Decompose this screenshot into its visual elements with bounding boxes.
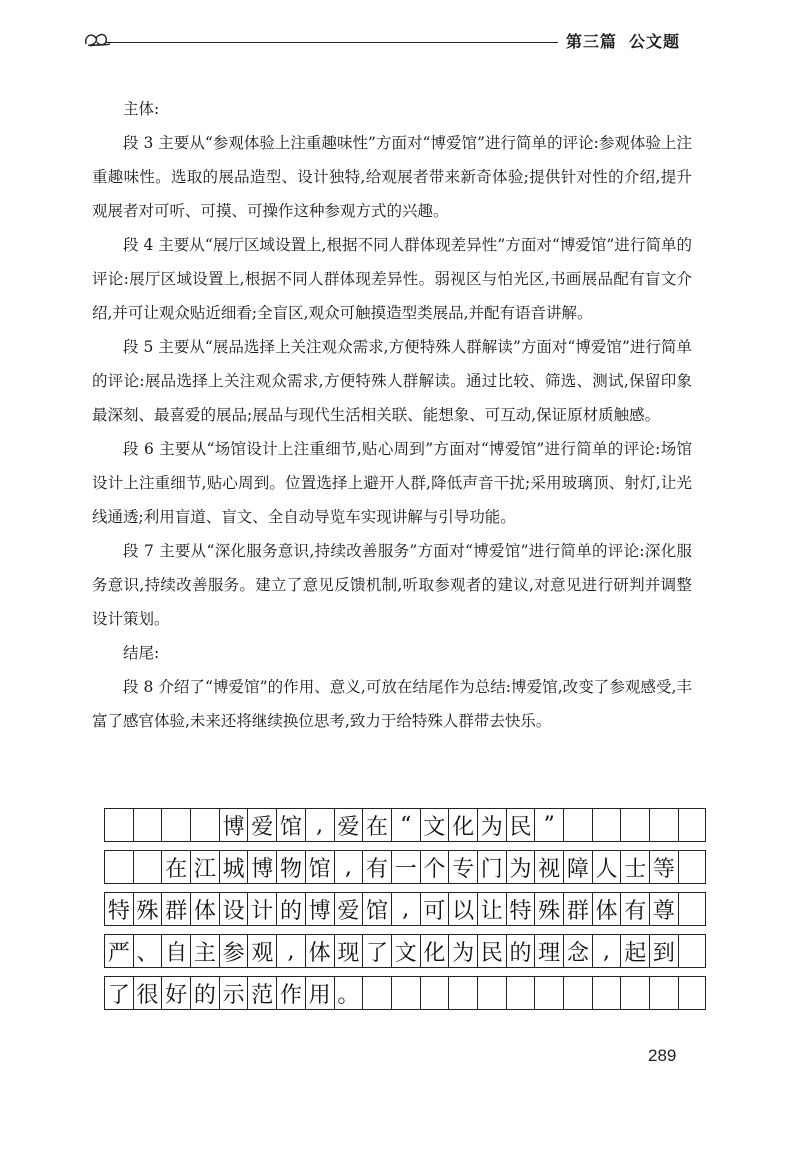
- grid-cell: 民: [506, 808, 535, 842]
- grid-cell: 化: [448, 808, 477, 842]
- paragraph-4: 段 4 主要从“展厅区域设置上,根据不同人群体现差异性”方面对“博爱馆”进行简单的评论:展厅区域设置上,根据不同人群体现差异性。弱视区与怕光区,书画展品配有盲文介绍,并可让观众贴近细看;全盲区,观众可触摸造型类展品,并配有语音讲解。: [92, 236, 692, 322]
- grid-cell: [678, 934, 707, 968]
- grid-cell: [190, 808, 219, 842]
- grid-cell: 。: [334, 976, 363, 1010]
- grid-cell: 以: [448, 892, 477, 926]
- grid-row: [104, 808, 706, 842]
- paragraph-3: 段 3 主要从“参观体验上注重趣味性”方面对“博爱馆”进行简单的评论:参观体验上注重趣味性。选取的展品造型、设计独特,给观展者带来新奇体验;提供针对性的介绍,提升观展者对可听、可摸、可操作这种参观方式的兴趣。: [92, 134, 692, 220]
- grid-cell: 让: [477, 892, 506, 926]
- grid-cell: 为: [477, 808, 506, 842]
- grid-cell: 博: [305, 892, 334, 926]
- grid-cell: 视: [534, 850, 563, 884]
- grid-row: [104, 934, 706, 968]
- grid-cell: 很: [133, 976, 162, 1010]
- grid-cell: 个: [420, 850, 449, 884]
- grid-cell: 士: [620, 850, 649, 884]
- paragraph-5: 段 5 主要从“展品选择上关注观众需求,方便特殊人群解读”方面对“博爱馆”进行简单的评论:展品选择上关注观众需求,方便特殊人群解读。通过比较、筛选、测试,保留印象最深刻、最喜爱的展品;展品与现代生活相关联、能想象、可互动,保证原材质触感。: [92, 338, 692, 424]
- grid-cell: 殊: [534, 892, 563, 926]
- grid-cell: 到: [649, 934, 678, 968]
- grid-cell: 江: [190, 850, 219, 884]
- grid-cell: 爱: [334, 892, 363, 926]
- grid-cell: 物: [276, 850, 305, 884]
- grid-cell: [133, 808, 162, 842]
- page-header: [82, 28, 694, 58]
- grid-cell: [133, 850, 162, 884]
- grid-cell: 人: [592, 850, 621, 884]
- grid-cell: 、: [133, 934, 162, 968]
- grid-cell: 参: [219, 934, 248, 968]
- paragraph-6: 段 6 主要从“场馆设计上注重细节,贴心周到”方面对“博爱馆”进行简单的评论:场馆设计上注重细节,贴心周到。位置选择上避开人群,降低声音干扰;采用玻璃顶、射灯,让光线通透;利用盲道、盲文、全自动导览车实现讲解与引导功能。: [92, 440, 692, 526]
- grid-cell: 了: [104, 976, 133, 1010]
- grid-cell: 好: [161, 976, 190, 1010]
- grid-cell: 主: [190, 934, 219, 968]
- grid-cell: 爱: [334, 808, 363, 842]
- main-text: [92, 92, 692, 738]
- grid-cell: 范: [247, 976, 276, 1010]
- grid-cell: [362, 976, 391, 1010]
- grid-cell: 一: [391, 850, 420, 884]
- grid-cell: 体: [305, 934, 334, 968]
- grid-cell: 博: [219, 808, 248, 842]
- grid-cell: 作: [276, 976, 305, 1010]
- grid-cell: 理: [534, 934, 563, 968]
- grid-cell: [534, 976, 563, 1010]
- grid-cell: 为: [448, 934, 477, 968]
- grid-cell: [678, 892, 707, 926]
- chapter-label: 第三篇: [566, 32, 618, 51]
- grid-cell: 设: [219, 892, 248, 926]
- grid-cell: [620, 976, 649, 1010]
- grid-cell: 自: [161, 934, 190, 968]
- grid-cell: 计: [247, 892, 276, 926]
- grid-cell: 示: [219, 976, 248, 1010]
- body-label: 主体:: [123, 100, 160, 118]
- grid-cell: 的: [190, 976, 219, 1010]
- grid-cell: [649, 976, 678, 1010]
- grid-cell: 念: [563, 934, 592, 968]
- grid-cell: [592, 808, 621, 842]
- grid-cell: 殊: [133, 892, 162, 926]
- grid-cell: ,: [334, 850, 363, 884]
- grid-cell: 起: [620, 934, 649, 968]
- grid-cell: [104, 850, 133, 884]
- grid-cell: ,: [276, 934, 305, 968]
- grid-cell: ,: [305, 808, 334, 842]
- grid-cell: 为: [506, 850, 535, 884]
- grid-cell: ,: [391, 892, 420, 926]
- grid-cell: 文: [420, 808, 449, 842]
- grid-cell: 在: [362, 808, 391, 842]
- grid-cell: 有: [620, 892, 649, 926]
- grid-cell: 特: [104, 892, 133, 926]
- grid-cell: 文: [391, 934, 420, 968]
- grid-cell: 化: [420, 934, 449, 968]
- grid-cell: 馆: [276, 808, 305, 842]
- grid-cell: 用: [305, 976, 334, 1010]
- grid-cell: 的: [506, 934, 535, 968]
- grid-cell: 在: [161, 850, 190, 884]
- grid-cell: [448, 976, 477, 1010]
- grid-cell: 有: [362, 850, 391, 884]
- grid-cell: 特: [506, 892, 535, 926]
- grid-cell: [506, 976, 535, 1010]
- grid-cell: [563, 808, 592, 842]
- grid-cell: 博: [247, 850, 276, 884]
- paragraph-7: 段 7 主要从“深化服务意识,持续改善服务”方面对“博爱馆”进行简单的评论:深化服务意识,持续改善服务。建立了意见反馈机制,听取参观者的建议,对意见进行研判并调整设计策划。: [92, 542, 692, 628]
- grid-cell: 馆: [362, 892, 391, 926]
- grid-cell: 城: [219, 850, 248, 884]
- grid-cell: 爱: [247, 808, 276, 842]
- grid-cell: [104, 808, 133, 842]
- grid-cell: 群: [161, 892, 190, 926]
- grid-row: [104, 850, 706, 884]
- grid-cell: 等: [649, 850, 678, 884]
- grid-cell: [391, 976, 420, 1010]
- ending-label: 结尾:: [123, 644, 160, 662]
- grid-cell: [649, 808, 678, 842]
- grid-cell: [420, 976, 449, 1010]
- grid-cell: 现: [334, 934, 363, 968]
- handwritten-answer-grid: [104, 808, 706, 1018]
- grid-cell: [678, 976, 707, 1010]
- grid-cell: 体: [190, 892, 219, 926]
- header-rule: [106, 42, 558, 43]
- leaf-ornament-icon: [82, 30, 112, 52]
- grid-cell: 观: [247, 934, 276, 968]
- grid-cell: ,: [592, 934, 621, 968]
- header-title: [566, 29, 680, 52]
- grid-cell: ”: [534, 808, 563, 842]
- grid-cell: 群: [563, 892, 592, 926]
- grid-cell: 严: [104, 934, 133, 968]
- grid-cell: [477, 976, 506, 1010]
- grid-row: [104, 892, 706, 926]
- grid-cell: 障: [563, 850, 592, 884]
- grid-cell: [161, 808, 190, 842]
- section-label: 公文题: [629, 32, 681, 51]
- grid-cell: [678, 850, 707, 884]
- grid-cell: [620, 808, 649, 842]
- grid-cell: 专: [448, 850, 477, 884]
- grid-row: [104, 976, 706, 1010]
- grid-cell: 尊: [649, 892, 678, 926]
- page-number: 289: [648, 1046, 677, 1065]
- grid-cell: [563, 976, 592, 1010]
- grid-cell: 馆: [305, 850, 334, 884]
- grid-cell: 门: [477, 850, 506, 884]
- grid-cell: [678, 808, 707, 842]
- grid-cell: [592, 976, 621, 1010]
- paragraph-8: 段 8 介绍了“博爱馆”的作用、意义,可放在结尾作为总结:博爱馆,改变了参观感受,丰富了感官体验,未来还将继续换位思考,致力于给特殊人群带去快乐。: [92, 678, 692, 730]
- grid-cell: 的: [276, 892, 305, 926]
- grid-cell: 了: [362, 934, 391, 968]
- grid-cell: 可: [420, 892, 449, 926]
- grid-cell: “: [391, 808, 420, 842]
- grid-cell: 民: [477, 934, 506, 968]
- grid-cell: 体: [592, 892, 621, 926]
